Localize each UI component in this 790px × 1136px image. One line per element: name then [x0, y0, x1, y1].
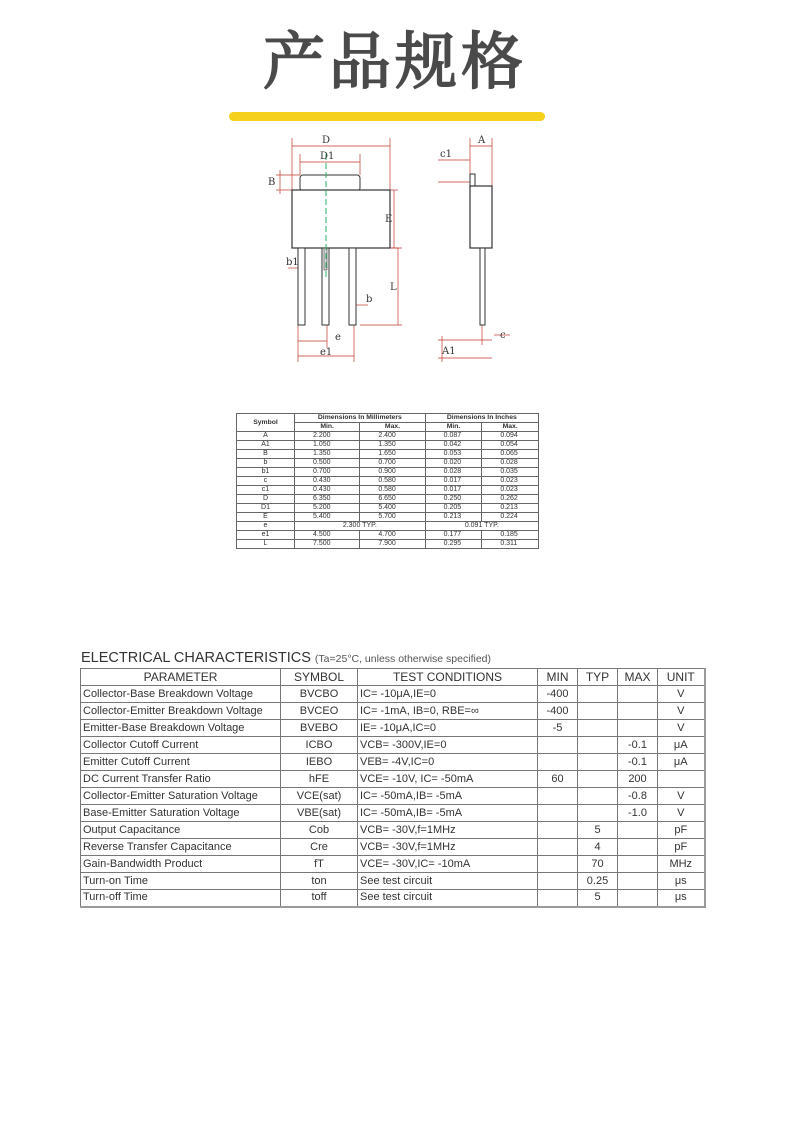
dim-in-min: 0.250 — [425, 495, 482, 504]
dim-in-max: 0.213 — [482, 504, 539, 513]
ec-symbol: VBE(sat) — [281, 805, 358, 822]
dim-mm-min: 5.200 — [295, 504, 360, 513]
ec-max: -0.8 — [618, 788, 658, 805]
ec-typ — [578, 788, 618, 805]
electrical-row — [81, 686, 705, 703]
dim-mm-max: 0.580 — [360, 477, 425, 486]
dim-mm-max: 0.900 — [360, 468, 425, 477]
dim-symbol: c — [237, 477, 295, 486]
ec-max — [618, 686, 658, 703]
ec-symbol: BVCBO — [281, 686, 358, 703]
ec-parameter: Collector-Emitter Breakdown Voltage — [81, 703, 281, 720]
ec-symbol: toff — [281, 890, 358, 907]
ec-unit: μA — [658, 754, 705, 771]
ec-unit: V — [658, 805, 705, 822]
dim-symbol: B — [237, 450, 295, 459]
dim-in-max: 0.054 — [482, 441, 539, 450]
dimensions-header-row — [237, 414, 539, 423]
ec-parameter: Base-Emitter Saturation Voltage — [81, 805, 281, 822]
ec-parameter: Emitter-Base Breakdown Voltage — [81, 720, 281, 737]
ec-parameter: Reverse Transfer Capacitance — [81, 839, 281, 856]
dim-mm-max: 1.350 — [360, 441, 425, 450]
ec-typ: 5 — [578, 890, 618, 907]
electrical-row — [81, 839, 705, 856]
ec-unit — [658, 771, 705, 788]
dim-header-inches: Dimensions In Inches — [425, 414, 538, 423]
ec-typ — [578, 805, 618, 822]
label-D: D — [322, 135, 331, 146]
label-L: L — [390, 282, 397, 293]
label-c: c — [500, 330, 506, 341]
ec-max: -0.1 — [618, 737, 658, 754]
ec-symbol: fT — [281, 856, 358, 873]
electrical-header-row — [81, 669, 705, 686]
dim-mm-min: 0.430 — [295, 486, 360, 495]
ec-min: -400 — [538, 686, 578, 703]
ec-test-conditions: See test circuit — [358, 873, 538, 890]
dim-mm-typ: 2.300 TYP. — [295, 522, 426, 531]
dim-mm-max: 2.400 — [360, 432, 425, 441]
dimension-row — [237, 459, 539, 468]
ec-min: -400 — [538, 703, 578, 720]
ec-symbol: Cre — [281, 839, 358, 856]
dim-in-min: 0.017 — [425, 477, 482, 486]
electrical-row — [81, 805, 705, 822]
ec-symbol: ton — [281, 873, 358, 890]
ec-max — [618, 703, 658, 720]
dim-header-symbol: Symbol — [237, 414, 295, 432]
dim-in-min: 0.087 — [425, 432, 482, 441]
ec-min — [538, 839, 578, 856]
ec-min: -5 — [538, 720, 578, 737]
dim-in-max: 0.224 — [482, 513, 539, 522]
dimension-row — [237, 468, 539, 477]
ec-unit: μs — [658, 890, 705, 907]
ec-parameter: Gain-Bandwidth Product — [81, 856, 281, 873]
ec-typ — [578, 754, 618, 771]
dim-header-in-min: Min. — [425, 423, 482, 432]
ec-parameter: Output Capacitance — [81, 822, 281, 839]
ec-typ — [578, 720, 618, 737]
electrical-heading-title: ELECTRICAL CHARACTERISTICS — [81, 650, 311, 666]
ec-header-min: MIN — [538, 669, 578, 686]
ec-test-conditions: IC= -10μA,IE=0 — [358, 686, 538, 703]
dim-symbol: A1 — [237, 441, 295, 450]
ec-unit: pF — [658, 822, 705, 839]
ec-parameter: DC Current Transfer Ratio — [81, 771, 281, 788]
ec-parameter: Emitter Cutoff Current — [81, 754, 281, 771]
ec-symbol: ICBO — [281, 737, 358, 754]
ec-symbol: BVCEO — [281, 703, 358, 720]
electrical-row — [81, 720, 705, 737]
dim-mm-max: 5.700 — [360, 513, 425, 522]
dimension-row — [237, 531, 539, 540]
label-B: B — [268, 177, 276, 188]
ec-test-conditions: VCE= -10V, IC= -50mA — [358, 771, 538, 788]
label-D1: D1 — [320, 151, 335, 162]
ec-max — [618, 890, 658, 907]
dimension-row — [237, 432, 539, 441]
ec-typ — [578, 703, 618, 720]
ec-test-conditions: See test circuit — [358, 890, 538, 907]
label-b1: b1 — [286, 257, 299, 268]
dim-symbol: e1 — [237, 531, 295, 540]
dim-in-min: 0.053 — [425, 450, 482, 459]
ec-min — [538, 822, 578, 839]
dim-in-min: 0.205 — [425, 504, 482, 513]
dim-mm-min: 7.500 — [295, 540, 360, 549]
ec-unit: V — [658, 720, 705, 737]
ec-max — [618, 822, 658, 839]
ec-min — [538, 856, 578, 873]
dim-header-mm: Dimensions In Millimeters — [295, 414, 426, 423]
dim-in-max: 0.035 — [482, 468, 539, 477]
ec-max — [618, 856, 658, 873]
ec-test-conditions: VCB= -30V,f=1MHz — [358, 839, 538, 856]
ec-header-test: TEST CONDITIONS — [358, 669, 538, 686]
dim-mm-min: 1.050 — [295, 441, 360, 450]
ec-header-max: MAX — [618, 669, 658, 686]
ec-typ: 4 — [578, 839, 618, 856]
ec-typ: 70 — [578, 856, 618, 873]
dim-in-min: 0.017 — [425, 486, 482, 495]
title-underline — [229, 112, 545, 121]
ec-symbol: IEBO — [281, 754, 358, 771]
dimension-row — [237, 495, 539, 504]
ec-min — [538, 754, 578, 771]
ec-header-parameter: PARAMETER — [81, 669, 281, 686]
ec-parameter: Collector-Base Breakdown Voltage — [81, 686, 281, 703]
dim-header-in-max: Max. — [482, 423, 539, 432]
ec-unit: V — [658, 686, 705, 703]
electrical-row — [81, 873, 705, 890]
ec-typ: 0.25 — [578, 873, 618, 890]
dim-mm-max: 0.700 — [360, 459, 425, 468]
dim-symbol: b1 — [237, 468, 295, 477]
ec-header-symbol: SYMBOL — [281, 669, 358, 686]
ec-unit: μA — [658, 737, 705, 754]
dim-header-mm-max: Max. — [360, 423, 425, 432]
ec-test-conditions: VCB= -30V,f=1MHz — [358, 822, 538, 839]
ec-min — [538, 890, 578, 907]
electrical-heading-conditions: (Ta=25°C, unless otherwise specified) — [314, 653, 491, 665]
ec-typ: 5 — [578, 822, 618, 839]
ec-test-conditions: VEB= -4V,IC=0 — [358, 754, 538, 771]
electrical-row — [81, 737, 705, 754]
ec-unit: pF — [658, 839, 705, 856]
ec-min — [538, 873, 578, 890]
dim-in-max: 0.028 — [482, 459, 539, 468]
label-A1: A1 — [442, 346, 456, 357]
ec-test-conditions: IE= -10μA,IC=0 — [358, 720, 538, 737]
dim-header-mm-min: Min. — [295, 423, 360, 432]
electrical-row — [81, 754, 705, 771]
ec-header-typ: TYP — [578, 669, 618, 686]
ec-min — [538, 788, 578, 805]
dim-symbol: D1 — [237, 504, 295, 513]
electrical-row — [81, 703, 705, 720]
dim-mm-min: 0.430 — [295, 477, 360, 486]
ec-max — [618, 839, 658, 856]
dim-mm-min: 5.400 — [295, 513, 360, 522]
ec-max: 200 — [618, 771, 658, 788]
dim-mm-min: 4.500 — [295, 531, 360, 540]
ec-test-conditions: VCE= -30V,IC= -10mA — [358, 856, 538, 873]
ec-max: -1.0 — [618, 805, 658, 822]
dim-mm-min: 1.350 — [295, 450, 360, 459]
dim-in-max: 0.065 — [482, 450, 539, 459]
ec-header-unit: UNIT — [658, 669, 705, 686]
ec-min — [538, 737, 578, 754]
label-e1: e1 — [320, 347, 333, 358]
package-outline-drawing — [260, 130, 520, 370]
dim-in-min: 0.177 — [425, 531, 482, 540]
ec-test-conditions: IC= -1mA, IB=0, RBE=∞ — [358, 703, 538, 720]
dim-symbol: L — [237, 540, 295, 549]
label-b: b — [366, 294, 373, 305]
ec-max — [618, 873, 658, 890]
dim-symbol: e — [237, 522, 295, 531]
dimension-row — [237, 441, 539, 450]
dimension-row — [237, 540, 539, 549]
ec-test-conditions: IC= -50mA,IB= -5mA — [358, 805, 538, 822]
dimension-row — [237, 477, 539, 486]
dim-mm-max: 6.650 — [360, 495, 425, 504]
electrical-row — [81, 822, 705, 839]
electrical-characteristics-table — [80, 668, 706, 908]
ec-symbol: hFE — [281, 771, 358, 788]
dim-mm-max: 5.400 — [360, 504, 425, 513]
electrical-heading — [81, 650, 491, 666]
ec-unit: V — [658, 788, 705, 805]
dimension-row — [237, 513, 539, 522]
dim-mm-max: 0.580 — [360, 486, 425, 495]
dim-mm-max: 1.650 — [360, 450, 425, 459]
dim-symbol: c1 — [237, 486, 295, 495]
ec-min: 60 — [538, 771, 578, 788]
dim-in-typ: 0.091 TYP. — [425, 522, 538, 531]
dim-mm-min: 0.700 — [295, 468, 360, 477]
ec-parameter: Collector Cutoff Current — [81, 737, 281, 754]
dim-mm-max: 7.900 — [360, 540, 425, 549]
dimension-row — [237, 504, 539, 513]
ec-symbol: BVEBO — [281, 720, 358, 737]
ec-max: -0.1 — [618, 754, 658, 771]
dim-in-max: 0.023 — [482, 477, 539, 486]
dim-mm-min: 6.350 — [295, 495, 360, 504]
ec-unit: MHz — [658, 856, 705, 873]
dim-in-min: 0.213 — [425, 513, 482, 522]
ec-unit: μs — [658, 873, 705, 890]
dim-in-max: 0.185 — [482, 531, 539, 540]
dim-in-min: 0.042 — [425, 441, 482, 450]
dim-in-max: 0.023 — [482, 486, 539, 495]
dim-mm-max: 4.700 — [360, 531, 425, 540]
ec-max — [618, 720, 658, 737]
electrical-row — [81, 890, 705, 907]
electrical-row — [81, 788, 705, 805]
ec-symbol: VCE(sat) — [281, 788, 358, 805]
dimensions-table — [236, 413, 539, 549]
dimension-row — [237, 522, 539, 531]
dim-mm-min: 0.500 — [295, 459, 360, 468]
dimension-row — [237, 486, 539, 495]
ec-typ — [578, 686, 618, 703]
ec-unit: V — [658, 703, 705, 720]
label-c1: c1 — [440, 149, 452, 160]
dim-in-max: 0.262 — [482, 495, 539, 504]
ec-symbol: Cob — [281, 822, 358, 839]
dim-symbol: A — [237, 432, 295, 441]
ec-parameter: Collector-Emitter Saturation Voltage — [81, 788, 281, 805]
electrical-row — [81, 856, 705, 873]
page-title: 产品规格 — [262, 25, 527, 98]
dim-symbol: b — [237, 459, 295, 468]
dim-in-max: 0.094 — [482, 432, 539, 441]
electrical-row — [81, 771, 705, 788]
dim-mm-min: 2.200 — [295, 432, 360, 441]
label-E: E — [385, 214, 393, 225]
dim-in-min: 0.020 — [425, 459, 482, 468]
dimension-row — [237, 450, 539, 459]
label-e: e — [335, 332, 341, 343]
ec-typ — [578, 737, 618, 754]
dim-symbol: E — [237, 513, 295, 522]
ec-parameter: Turn-on Time — [81, 873, 281, 890]
ec-typ — [578, 771, 618, 788]
ec-parameter: Turn-off Time — [81, 890, 281, 907]
dim-in-min: 0.295 — [425, 540, 482, 549]
ec-test-conditions: IC= -50mA,IB= -5mA — [358, 788, 538, 805]
ec-test-conditions: VCB= -300V,IE=0 — [358, 737, 538, 754]
ec-min — [538, 805, 578, 822]
dim-symbol: D — [237, 495, 295, 504]
dim-in-min: 0.028 — [425, 468, 482, 477]
label-A: A — [478, 135, 486, 146]
dim-in-max: 0.311 — [482, 540, 539, 549]
